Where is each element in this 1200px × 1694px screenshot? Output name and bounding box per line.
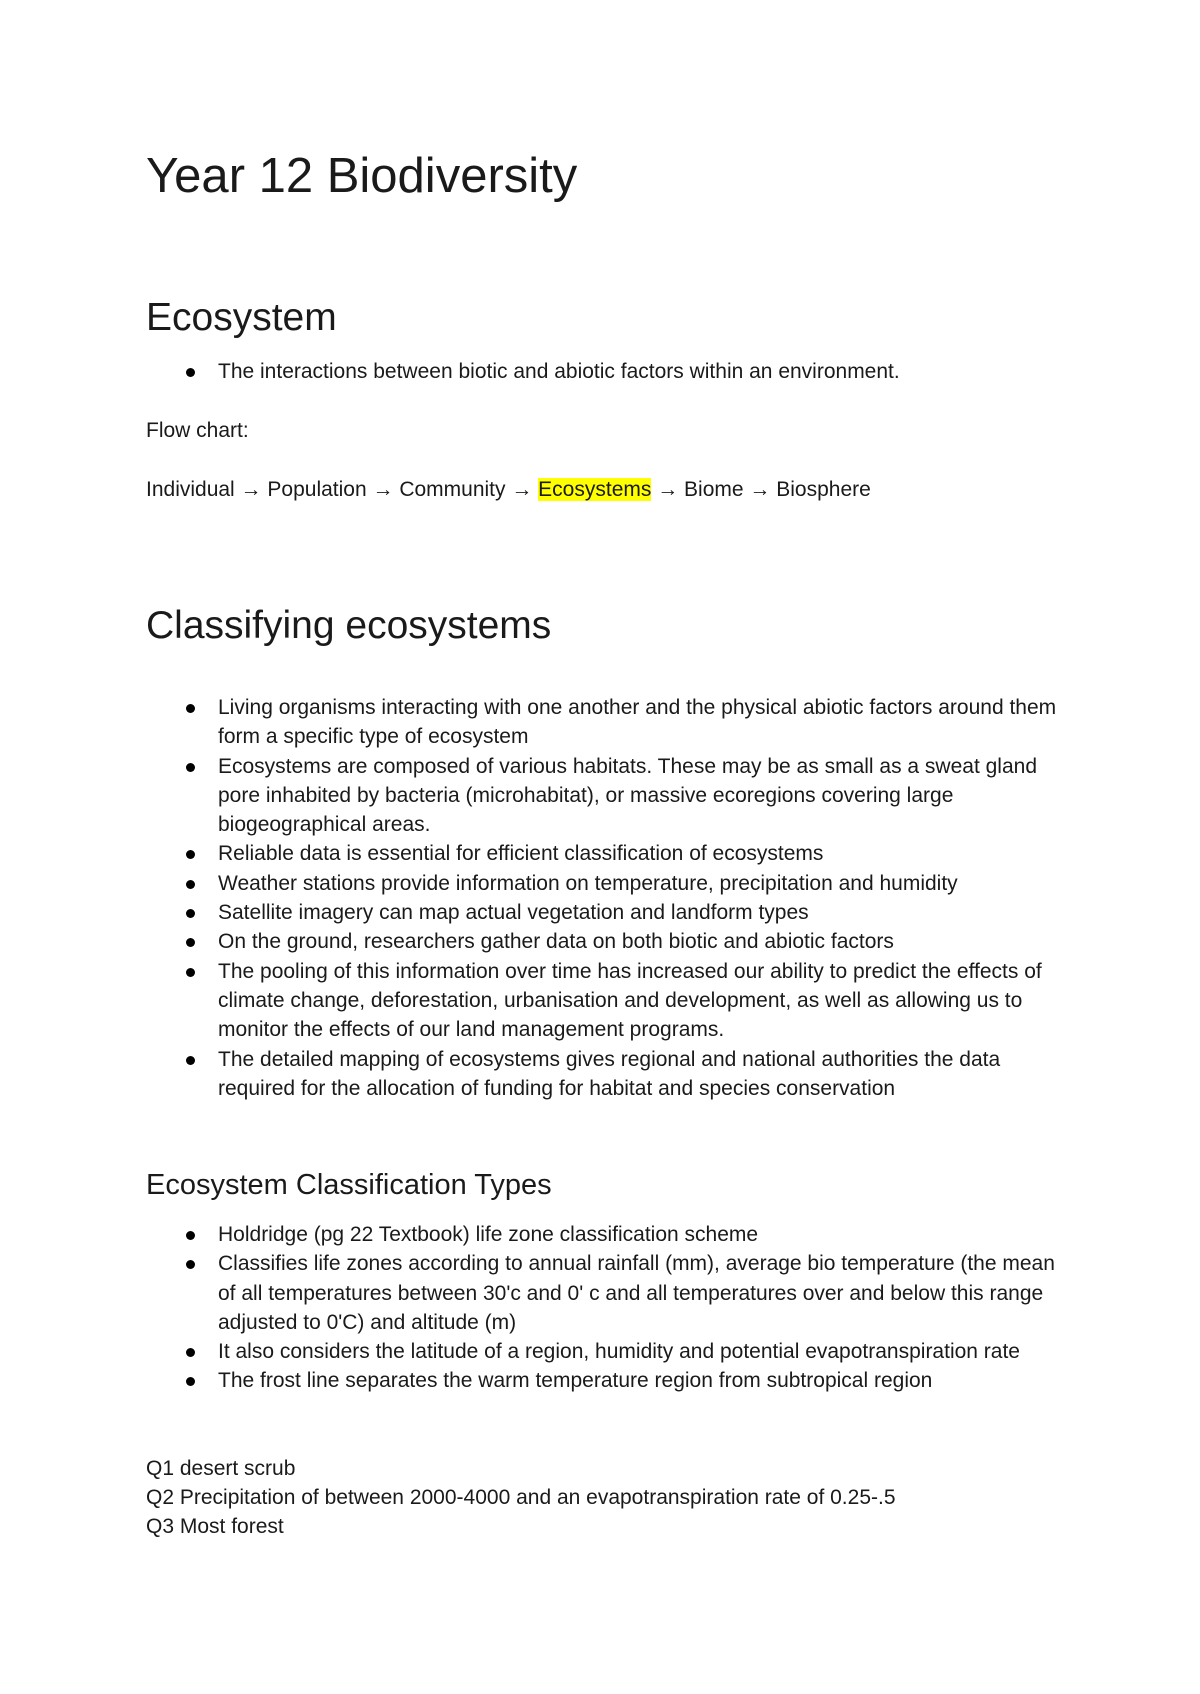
heading-classification-types: Ecosystem Classification Types [146, 1169, 552, 1201]
list-item: The frost line separates the warm temperature region from subtropical region [146, 1366, 1076, 1395]
heading-classifying-ecosystems: Classifying ecosystems [146, 604, 552, 647]
list-item: Weather stations provide information on temperature, precipitation and humidity [146, 869, 1076, 898]
answer-line: Q3 Most forest [146, 1515, 284, 1538]
bullet-icon [186, 968, 195, 977]
bullet-icon [186, 368, 195, 377]
bullet-icon [186, 1377, 195, 1386]
bullet-icon [186, 763, 195, 772]
highlighted-term: Ecosystems [538, 478, 652, 501]
list-item: Satellite imagery can map actual vegetation and landform types [146, 898, 1076, 927]
answer-line: Q1 desert scrub [146, 1457, 296, 1480]
classifying-bullet-list [146, 693, 1076, 1103]
answers-block [146, 1454, 896, 1541]
list-item: On the ground, researchers gather data on both biotic and abiotic factors [146, 927, 1076, 956]
bullet-icon [186, 1231, 195, 1240]
flow-chart-sequence: Individual → Population → Community → Ecosystems → Biome → Biosphere [146, 478, 871, 501]
bullet-icon [186, 909, 195, 918]
bullet-icon [186, 850, 195, 859]
list-item: Living organisms interacting with one another and the physical abiotic factors around them form a specific type of ecosystem [146, 693, 1076, 752]
list-item: Classifies life zones according to annual rainfall (mm), average bio temperature (the mean of all temperatures between 30'c and 0' c and all temperatures over and below this range adjusted to 0'C) and altitude (m) [146, 1249, 1076, 1337]
bullet-icon [186, 1260, 195, 1269]
bullet-icon [186, 704, 195, 713]
bullet-icon [186, 1348, 195, 1357]
list-item: The detailed mapping of ecosystems gives regional and national authorities the data required for the allocation of funding for habitat and species conservation [146, 1045, 1076, 1104]
answer-line: Q2 Precipitation of between 2000-4000 and an evapotranspiration rate of 0.25-.5 [146, 1486, 896, 1509]
flow-chart-label: Flow chart: [146, 419, 249, 442]
list-item: The pooling of this information over time has increased our ability to predict the effects of climate change, deforestation, urbanisation and development, as well as allowing us to monitor the effects of our land management programs. [146, 957, 1076, 1045]
list-item: Holdridge (pg 22 Textbook) life zone classification scheme [146, 1220, 1076, 1249]
list-item: The interactions between biotic and abiotic factors within an environment. [146, 357, 1076, 386]
heading-ecosystem: Ecosystem [146, 296, 337, 339]
list-item: Reliable data is essential for efficient classification of ecosystems [146, 839, 1076, 868]
list-item: Ecosystems are composed of various habitats. These may be as small as a sweat gland pore inhabited by bacteria (microhabitat), or massive ecoregions covering large biogeographical areas. [146, 752, 1076, 840]
bullet-icon [186, 938, 195, 947]
types-bullet-list [146, 1220, 1076, 1396]
bullet-icon [186, 880, 195, 889]
bullet-icon [186, 1056, 195, 1065]
ecosystem-bullet-list [146, 357, 1076, 386]
list-item: It also considers the latitude of a region, humidity and potential evapotranspiration rate [146, 1337, 1076, 1366]
page-title: Year 12 Biodiversity [146, 149, 578, 203]
